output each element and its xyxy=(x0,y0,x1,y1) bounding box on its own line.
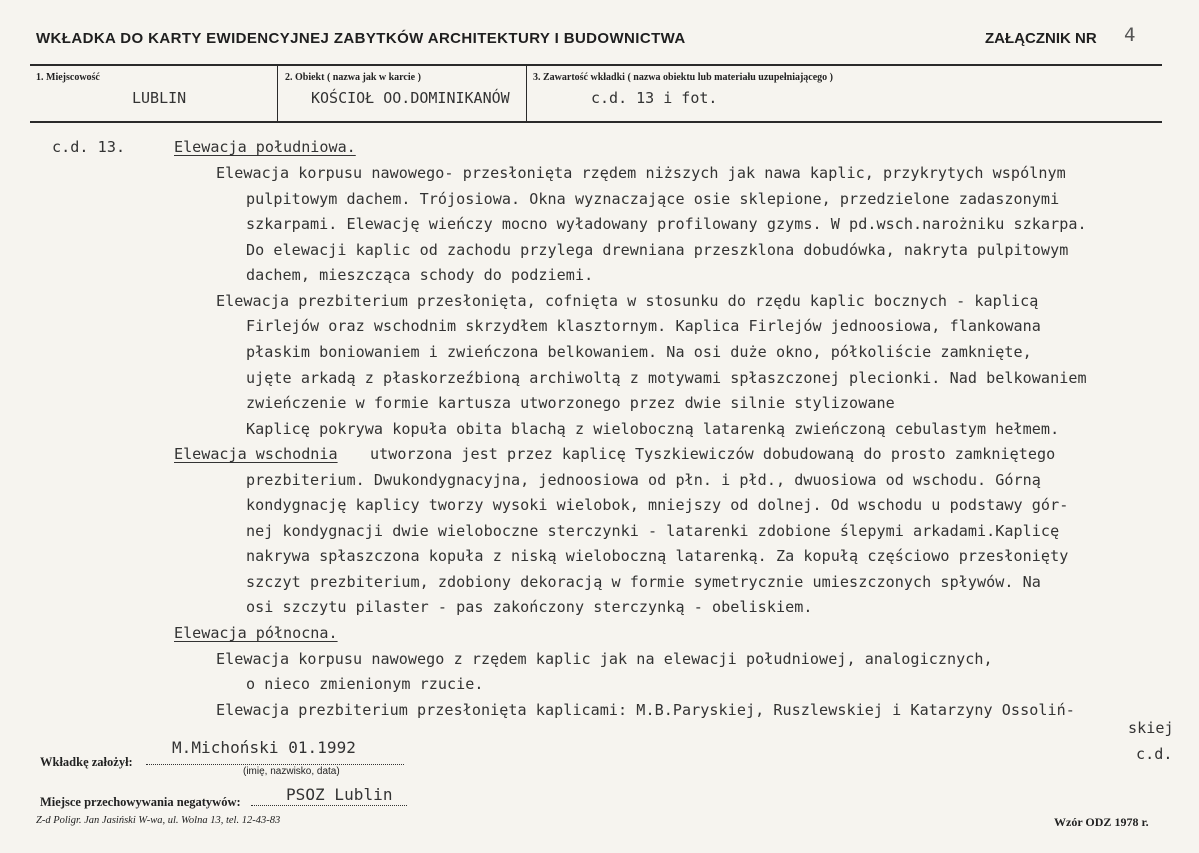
body-line: pulpitowym dachem. Trójosiowa. Okna wyznaczające osie sklepione, przedzielone zadaszonymi xyxy=(246,190,1060,208)
body-line: płaskim boniowaniem i zwieńczona belkowaniem. Na osi duże okno, półkoliście zamknięte, xyxy=(246,343,1032,361)
printer-imprint: Z-d Poligr. Jan Jasiński W-wa, ul. Wolna 13, tel. 12-43-83 xyxy=(36,815,281,826)
body-line: zwieńczenie w formie kartusza utworzonego przez dwie silnie stylizowane xyxy=(246,394,895,412)
attachment-number: 4 xyxy=(1124,24,1136,46)
body-line: kondygnację kaplicy tworzy wysoki wielobok, mniejszy od dolnej. Od wschodu u podstawy gór- xyxy=(246,496,1069,514)
body-line: Kaplicę pokrywa kopuła obita blachą z wieloboczną latarenką zwieńczoną cebulastym hełmem. xyxy=(246,420,1060,438)
body-line: szczyt prezbiterium, zdobiony dekoracją w formie symetrycznie umieszczonych spływów. Na xyxy=(246,573,1041,591)
heading-east-elevation: Elewacja wschodnia xyxy=(174,445,338,463)
body-line: nakrywa spłaszczona kopuła z niską wieloboczną latarenką. Za kopułą częściowo przesłonięty xyxy=(246,547,1069,565)
locality-label: 1. Miejscowość xyxy=(36,72,100,83)
body-line: osi szczytu pilaster - pas zakończony sterczynką - obeliskiem. xyxy=(246,598,813,616)
locality-value: LUBLIN xyxy=(132,89,187,107)
header-rule-bottom xyxy=(30,121,1162,123)
body-line: ujęte arkadą z płaskorzeźbioną archiwoltą z motywami spłaszczonej plecionki. Nad belkowaniem xyxy=(246,369,1087,387)
field-separator xyxy=(526,66,527,121)
section-reference: c.d. 13. xyxy=(52,138,126,156)
body-line: nej kondygnacji dwie wieloboczne sterczynki - latarenki zdobione ślepymi arkadami.Kaplicę xyxy=(246,522,1060,540)
form-model: Wzór ODZ 1978 r. xyxy=(1054,815,1149,829)
body-line: o nieco zmienionym rzucie. xyxy=(246,675,484,693)
body-line: dachem, mieszcząca schody do podziemi. xyxy=(246,266,594,284)
object-value: KOŚCIOŁ OO.DOMINIKANÓW xyxy=(311,89,510,107)
content-label: 3. Zawartość wkładki ( nazwa obiektu lub materiału uzupełniającego ) xyxy=(533,72,834,83)
installer-dotted-line xyxy=(146,764,404,765)
installer-label: Wkładkę założył: xyxy=(40,755,133,769)
heading-south-elevation: Elewacja południowa. xyxy=(174,138,356,156)
field-separator xyxy=(277,66,278,121)
body-line: Elewacja korpusu nawowego z rzędem kaplic jak na elewacji południowej, analogicznych, xyxy=(216,650,993,668)
content-value: c.d. 13 i fot. xyxy=(591,89,718,107)
body-line: szkarpami. Elewację wieńczy mocno wyładowany profilowany gzyms. W pd.wsch.narożniku szkarpa. xyxy=(246,215,1087,233)
form-title: WKŁADKA DO KARTY EWIDENCYJNEJ ZABYTKÓW ARCHITEKTURY I BUDOWNICTWA xyxy=(36,30,686,47)
attachment-label: ZAŁĄCZNIK NR xyxy=(985,30,1097,47)
body-line: Do elewacji kaplic od zachodu przylega drewniana przeszklona dobudówka, nakryta pulpitowym xyxy=(246,241,1069,259)
installer-caption: (imię, nazwisko, data) xyxy=(243,766,340,777)
header-rule-top xyxy=(30,64,1162,66)
body-line: Elewacja prezbiterium przesłonięta kaplicami: M.B.Paryskiej, Ruszlewskiej i Katarzyny Ossoliń- xyxy=(216,701,1075,719)
heading-north-elevation: Elewacja północna. xyxy=(174,624,338,642)
object-label: 2. Obiekt ( nazwa jak w karcie ) xyxy=(285,72,421,83)
negatives-value: PSOZ Lublin xyxy=(286,785,393,804)
body-line: Firlejów oraz wschodnim skrzydłem klasztornym. Kaplica Firlejów jednoosiowa, flankowana xyxy=(246,317,1041,335)
body-line-continuation: skiej xyxy=(1128,719,1174,737)
body-line: prezbiterium. Dwukondygnacyjna, jednoosiowa od płn. i płd., dwuosiowa od wschodu. Górną xyxy=(246,471,1041,489)
body-line: Elewacja prezbiterium przesłonięta, cofnięta w stosunku do rzędu kaplic bocznych - kaplicą xyxy=(216,292,1039,310)
body-line: Elewacja korpusu nawowego- przesłonięta rzędem niższych jak nawa kaplic, przykrytych wspólnym xyxy=(216,164,1066,182)
negatives-dotted-line xyxy=(251,805,407,806)
body-line: utworzona jest przez kaplicę Tyszkiewiczów dobudowaną do prosto zamkniętego xyxy=(370,445,1056,463)
continued-marker: c.d. xyxy=(1136,745,1173,763)
negatives-label: Miejsce przechowywania negatywów: xyxy=(40,795,241,809)
installer-value: M.Michoński 01.1992 xyxy=(172,738,356,757)
